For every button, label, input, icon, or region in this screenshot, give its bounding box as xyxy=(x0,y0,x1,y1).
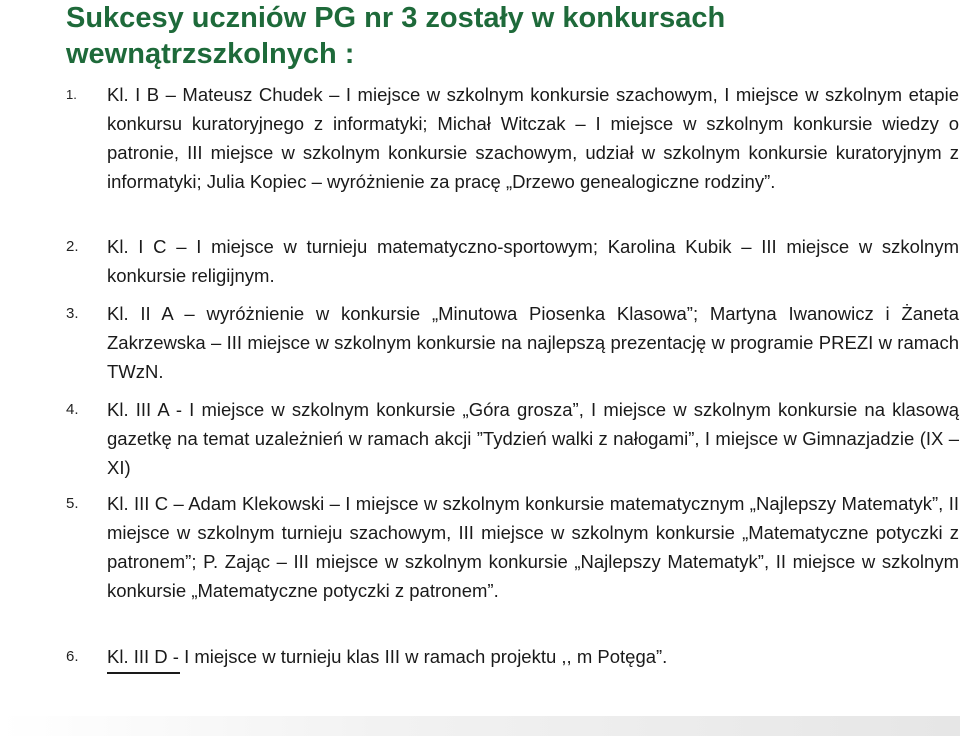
item-text: Kl. II A – wyróżnienie w konkursie „Minutowa Piosenka Klasowa”; Martyna Iwanowicz i Żaneta Zakrzewska – III miejsce w szkolnym konkursie na najlepszą prezentację w programie PREZI w ramach TWzN. xyxy=(107,303,959,382)
item-number: 6. xyxy=(66,648,79,665)
item-text: Kl. I C – I miejsce w turnieju matematyczno-sportowym; Karolina Kubik – III miejsce w szkolnym konkursie religijnym. xyxy=(107,236,959,286)
item-text: Kl. III A - I miejsce w szkolnym konkursie „Góra grosza”, I miejsce w szkolnym konkursie na klasową gazetkę na temat uzależnień w ramach akcji ”Tydzień walki z nałogami”, I miejsce w Gimnazjadzie (IX – XI) xyxy=(107,399,959,478)
strikethrough-line xyxy=(107,672,180,674)
item-number: 1. xyxy=(66,87,77,102)
footer-bar xyxy=(0,716,960,736)
item-number: 4. xyxy=(66,401,79,418)
item-number: 2. xyxy=(66,238,79,255)
item-number: 5. xyxy=(66,495,79,512)
page-title: Sukcesy uczniów PG nr 3 zostały w konkursach wewnątrzszkolnych : xyxy=(66,2,726,70)
item-text: Kl. I B – Mateusz Chudek – I miejsce w szkolnym konkursie szachowym, I miejsce w szkolnym etapie konkursu kuratoryjnego z informatyki; Michał Witczak – I miejsce w szkolnym konkursie wiedzy o patronie, III miejsce w szkolnym konkursie szachowym, udział w szkolnym konkursie kuratoryjnym z informatyki; Julia Kopiec – wyróżnienie za pracę „Drzewo genealogiczne rodziny”. xyxy=(107,84,959,192)
item-text: Kl. III D - I miejsce w turnieju klas III w ramach projektu ,, m Potęga”. xyxy=(107,646,668,667)
item-text: Kl. III C – Adam Klekowski – I miejsce w szkolnym konkursie matematycznym „Najlepszy Matematyk”, II miejsce w szkolnym turnieju szachowym, III miejsce w szkolnym konkursie „Matematyczne potyczki z patronem”; P. Zając – III miejsce w szkolnym konkursie „Najlepszy Matematyk”, II miejsce w szkolnym konkursie „Matematyczne potyczki z patronem”. xyxy=(107,493,959,601)
item-number: 3. xyxy=(66,305,79,322)
